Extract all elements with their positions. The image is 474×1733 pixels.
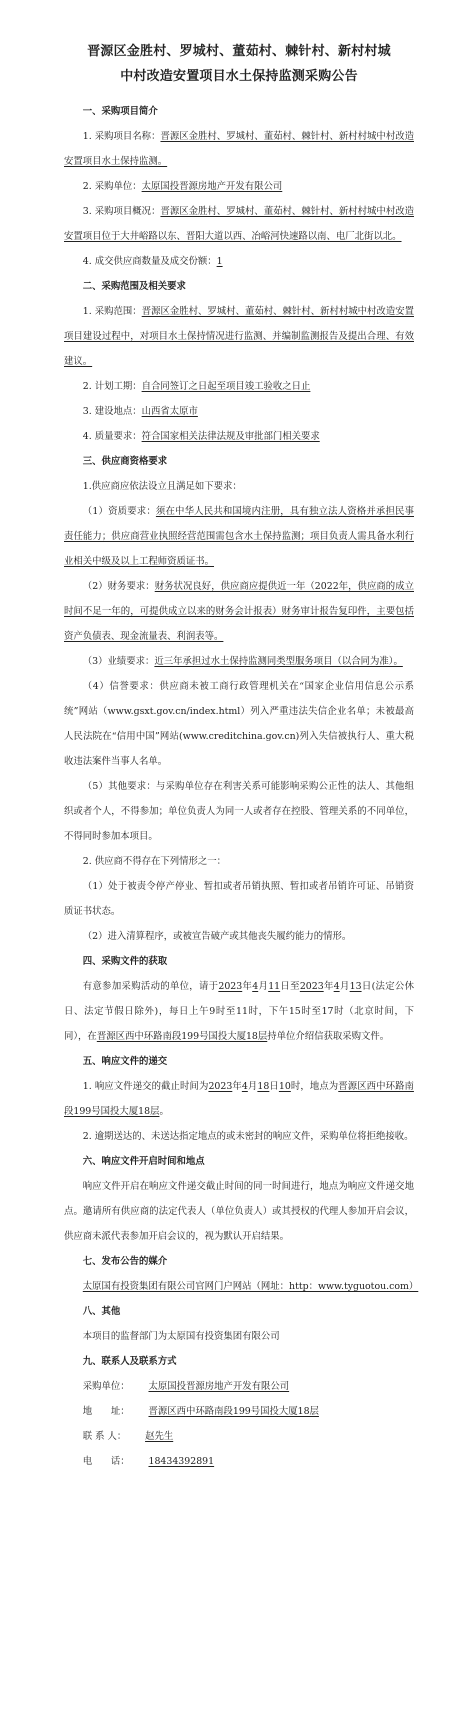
- contact-person-row: [64, 1424, 414, 1449]
- financial-requirement: [64, 574, 414, 649]
- location-label: 3. 建设地点：: [82, 406, 142, 417]
- qualification-label: （1）资质要求：: [82, 506, 156, 517]
- section-4-heading: 四、采购文件的获取: [82, 956, 168, 967]
- scope-value: 晋源区金胜村、罗城村、董茹村、棘针村、新村村城中村改造安置项目建设过程中，对项目水土保持情况进行监测、并编制监测报告及提出合理、有效建议。: [64, 306, 414, 367]
- sub-text-4: 日: [269, 1081, 279, 1092]
- opening-text: 响应文件开启在响应文件递交截止时间的同一时间进行，地点为响应文件递交地点。邀请所有供应商的法定代表人（单位负责人）或其授权的代理人参加开启会议，供应商未派代表参加开启会议的，视为默认开启结果。: [64, 1181, 414, 1242]
- contact-phone-row: [64, 1449, 414, 1474]
- schedule-label: 2. 计划工期：: [82, 381, 142, 392]
- sub-year: 2023: [208, 1081, 233, 1092]
- performance-label: （3）业绩要求：: [82, 656, 155, 667]
- performance-requirement: [64, 649, 414, 674]
- section-2-heading: 二、采购范围及相关要求: [82, 281, 186, 292]
- acq-text-6: 月: [339, 981, 350, 992]
- section-5-heading: 五、响应文件的递交: [82, 1056, 168, 1067]
- quality-label: 4. 质量要求：: [82, 431, 142, 442]
- sub-text-3: 月: [247, 1081, 258, 1092]
- acq-start-day: 11: [268, 981, 281, 992]
- late-submission-text: 2. 逾期送达的、未送达指定地点的或未密封的响应文件，采购单位将拒绝接收。: [82, 1131, 414, 1142]
- scope-label: 1. 采购范围：: [82, 306, 142, 317]
- document-body: [64, 99, 419, 1474]
- contact-unit-label: 采购单位：: [82, 1381, 130, 1392]
- acq-text-3: 月: [258, 981, 269, 992]
- acq-start-month: 4: [252, 981, 259, 992]
- announcement-page: [0, 39, 474, 1733]
- sub-text-6: 。: [159, 1106, 169, 1117]
- acq-text-7: 日(法定公休日、法定节假日除外)，每日上午9时至11时，下午15时至17时（北京时间，下同），在: [64, 981, 414, 1042]
- project-name-item: [64, 124, 414, 174]
- location-item: [64, 399, 414, 424]
- location-value: 山西省太原市: [141, 406, 198, 417]
- sub-address: 晋源区西中环路南段199号国投大厦18层: [64, 1081, 414, 1117]
- purchaser-value: 太原国投晋源房地产开发有限公司: [141, 181, 283, 192]
- contact-person-label: 联 系 人：: [82, 1431, 127, 1442]
- contact-unit-value: 太原国投晋源房地产开发有限公司: [148, 1381, 290, 1392]
- contact-unit-row: [64, 1374, 414, 1399]
- exclusion-1: （1）处于被责令停产停业、暂扣或者吊销执照、暂扣或者吊销许可证、吊销资质证书状态。: [64, 881, 414, 917]
- other-requirement: （5）其他要求：与采购单位存在利害关系可能影响采购公正性的法人、其他组织或者个人，不得参加；单位负责人为同一人或者存在控股、管理关系的不同单位，不得同时参加本项目。: [64, 781, 414, 842]
- schedule-value: 自合同签订之日起至项目竣工验收之日止: [141, 381, 311, 392]
- page-title: [64, 39, 414, 89]
- contact-address-value: 晋源区西中环路南段199号国投大厦18层: [148, 1406, 319, 1417]
- media-text: [64, 1274, 419, 1299]
- title-line-2: 中村改造安置项目水土保持监测采购公告: [120, 69, 358, 84]
- schedule-item: [64, 374, 414, 399]
- acq-start-year: 2023: [218, 981, 243, 992]
- supplier-conditions-intro: 1.供应商应依法设立且满足如下要求：: [82, 481, 242, 492]
- acq-text-1: 有意参加采购活动的单位，请于: [82, 981, 219, 992]
- project-overview-value: 晋源区金胜村、罗城村、董茹村、棘针村、新村村城中村改造安置项目位于大井峪路以东、晋阳大道以西、冶峪河快速路以南、电厂北街以北。: [64, 206, 414, 242]
- acq-address: 晋源区西中环路南段199号国投大厦18层: [96, 1031, 268, 1042]
- sub-day: 18: [257, 1081, 270, 1092]
- project-name-value: 晋源区金胜村、罗城村、董茹村、棘针村、新村村城中村改造安置项目水土保持监测。: [64, 131, 414, 167]
- project-overview-label: 3. 采购项目概况：: [82, 206, 161, 217]
- supervision-text: 本项目的监督部门为太原国有投资集团有限公司: [82, 1331, 280, 1342]
- exclusions-intro: 2. 供应商不得存在下列情形之一：: [82, 856, 226, 867]
- acq-text-4: 日至: [280, 981, 300, 992]
- media-link[interactable]: 太原国有投资集团有限公司官网门户网站（网址：http：www.tyguotou.com）: [82, 1281, 419, 1292]
- purchaser-label: 2. 采购单位：: [82, 181, 142, 192]
- sub-month: 4: [241, 1081, 248, 1092]
- acq-end-month: 4: [333, 981, 340, 992]
- supplier-count-label: 4. 成交供应商数量及成交份额：: [82, 256, 217, 267]
- acq-text-5: 年: [323, 981, 334, 992]
- qualification-requirement: [64, 499, 414, 574]
- document-acquisition-text: [64, 974, 414, 1049]
- sub-text-5: 时，地点为: [290, 1081, 339, 1092]
- contact-address-label: 地 址：: [82, 1406, 130, 1417]
- section-3-heading: 三、供应商资格要求: [82, 456, 168, 467]
- quality-value: 符合国家相关法律法规及审批部门相关要求: [141, 431, 320, 442]
- quality-item: [64, 424, 414, 449]
- contact-person-value: 赵先生: [145, 1431, 174, 1442]
- financial-value: 财务状况良好，供应商应提供近一年（2022年，供应商的成立时间不足一年的，可提供成立以来的财务会计报表）财务审计报告复印件，主要包括资产负债表、现金流量表、利润表等。: [64, 581, 414, 642]
- performance-value: 近三年承担过水土保持监测同类型服务项目（以合同为准）。: [154, 656, 403, 667]
- section-7-heading: 七、发布公告的媒介: [82, 1256, 168, 1267]
- sub-text-2: 年: [232, 1081, 242, 1092]
- project-overview-item: [64, 199, 414, 249]
- section-8-heading: 八、其他: [82, 1306, 121, 1317]
- project-name-label: 1. 采购项目名称：: [82, 131, 161, 142]
- sub-hour: 10: [278, 1081, 291, 1092]
- supplier-count-value: 1: [216, 256, 223, 267]
- section-1-heading: 一、采购项目简介: [82, 106, 158, 117]
- financial-label: （2）财务要求：: [82, 581, 155, 592]
- contact-phone-value: 18434392891: [148, 1456, 215, 1467]
- contact-phone-label: 电 话：: [82, 1456, 130, 1467]
- acq-end-day: 13: [349, 981, 362, 992]
- acq-text-8: 持单位介绍信获取采购文件。: [267, 1031, 390, 1042]
- acq-text-2: 年: [242, 981, 253, 992]
- sub-text-1: 1. 响应文件递交的截止时间为: [82, 1081, 209, 1092]
- scope-item: [64, 299, 414, 374]
- title-line-1: 晋源区金胜村、罗城村、董茹村、棘针村、新村村城: [87, 44, 391, 59]
- acq-end-year: 2023: [299, 981, 324, 992]
- exclusion-2: （2）进入清算程序，或被宣告破产或其他丧失履约能力的情形。: [82, 931, 352, 942]
- qualification-value: 须在中华人民共和国境内注册，具有独立法人资格并承担民事责任能力；供应商营业执照经营范围需包含水土保持监测；项目负责人需具备水利行业相关中级及以上工程师资质证书。: [64, 506, 414, 567]
- credit-requirement: （4）信誉要求：供应商未被工商行政管理机关在“国家企业信用信息公示系统”网站（www.gsxt.gov.cn/index.html）列入严重违法失信企业名单；未被最高人民法院在“信用中国”网站(www.creditchina.gov.cn)列入失信被执行人、重大税收违法案件当事人名单。: [64, 681, 414, 767]
- supplier-count-item: [64, 249, 414, 274]
- contact-address-row: [64, 1399, 414, 1424]
- submission-deadline-text: [64, 1074, 414, 1124]
- purchaser-item: [64, 174, 414, 199]
- section-9-heading: 九、联系人及联系方式: [82, 1356, 177, 1367]
- section-6-heading: 六、响应文件开启时间和地点: [82, 1156, 205, 1167]
